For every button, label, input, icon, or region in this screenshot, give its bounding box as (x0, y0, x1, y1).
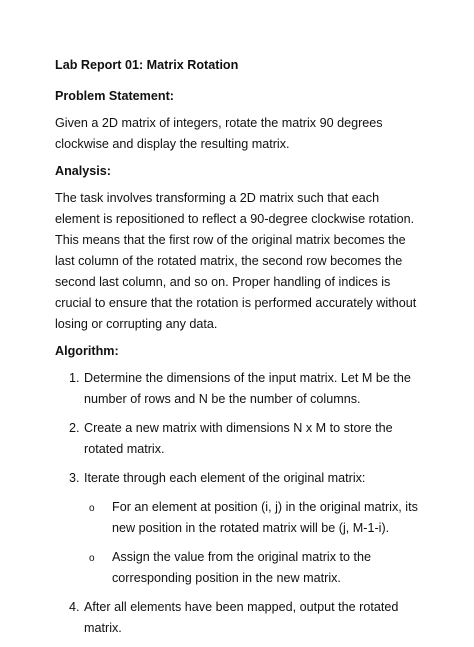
substep-text: Assign the value from the original matrix to the corresponding position in the new matrix. (112, 550, 371, 585)
algorithm-step (55, 418, 425, 460)
substep (84, 497, 425, 539)
problem-statement-text: Given a 2D matrix of integers, rotate the matrix 90 degrees clockwise and display the resulting matrix. (55, 116, 383, 151)
circle-bullet-icon: o (89, 553, 95, 564)
analysis-text: The task involves transforming a 2D matrix such that each element is repositioned to reflect a 90-degree clockwise rotation. This means that the first row of the original matrix becomes the last column of the rotated matrix, the second row becomes the second last column, and so on. Proper handling of indices is crucial to ensure that the rotation is performed accurately without losing or corrupting any data. (55, 191, 417, 331)
step-number: 1. (69, 371, 80, 385)
algorithm-step (55, 368, 425, 410)
step-number: 4. (69, 600, 80, 614)
circle-bullet-icon: o (89, 503, 95, 514)
substeps-list (84, 497, 425, 589)
report-title: Lab Report 01: Matrix Rotation (55, 58, 239, 72)
step-number: 2. (69, 421, 80, 435)
step-text: Iterate through each element of the original matrix: (84, 471, 366, 485)
step-text: After all elements have been mapped, output the rotated matrix. (84, 600, 399, 635)
substep-text: For an element at position (i, j) in the original matrix, its new position in the rotated matrix will be (j, M-1-i). (112, 500, 418, 535)
step-text: Determine the dimensions of the input matrix. Let M be the number of rows and N be the number of columns. (84, 371, 411, 406)
document-page (55, 55, 425, 647)
algorithm-step (55, 597, 425, 639)
analysis-heading: Analysis: (55, 164, 111, 178)
algorithm-heading: Algorithm: (55, 344, 119, 358)
step-text: Create a new matrix with dimensions N x M to store the rotated matrix. (84, 421, 393, 456)
algorithm-steps-list (55, 368, 425, 639)
step-number: 3. (69, 471, 80, 485)
algorithm-step (55, 468, 425, 589)
problem-statement-heading: Problem Statement: (55, 89, 174, 103)
substep (84, 547, 425, 589)
